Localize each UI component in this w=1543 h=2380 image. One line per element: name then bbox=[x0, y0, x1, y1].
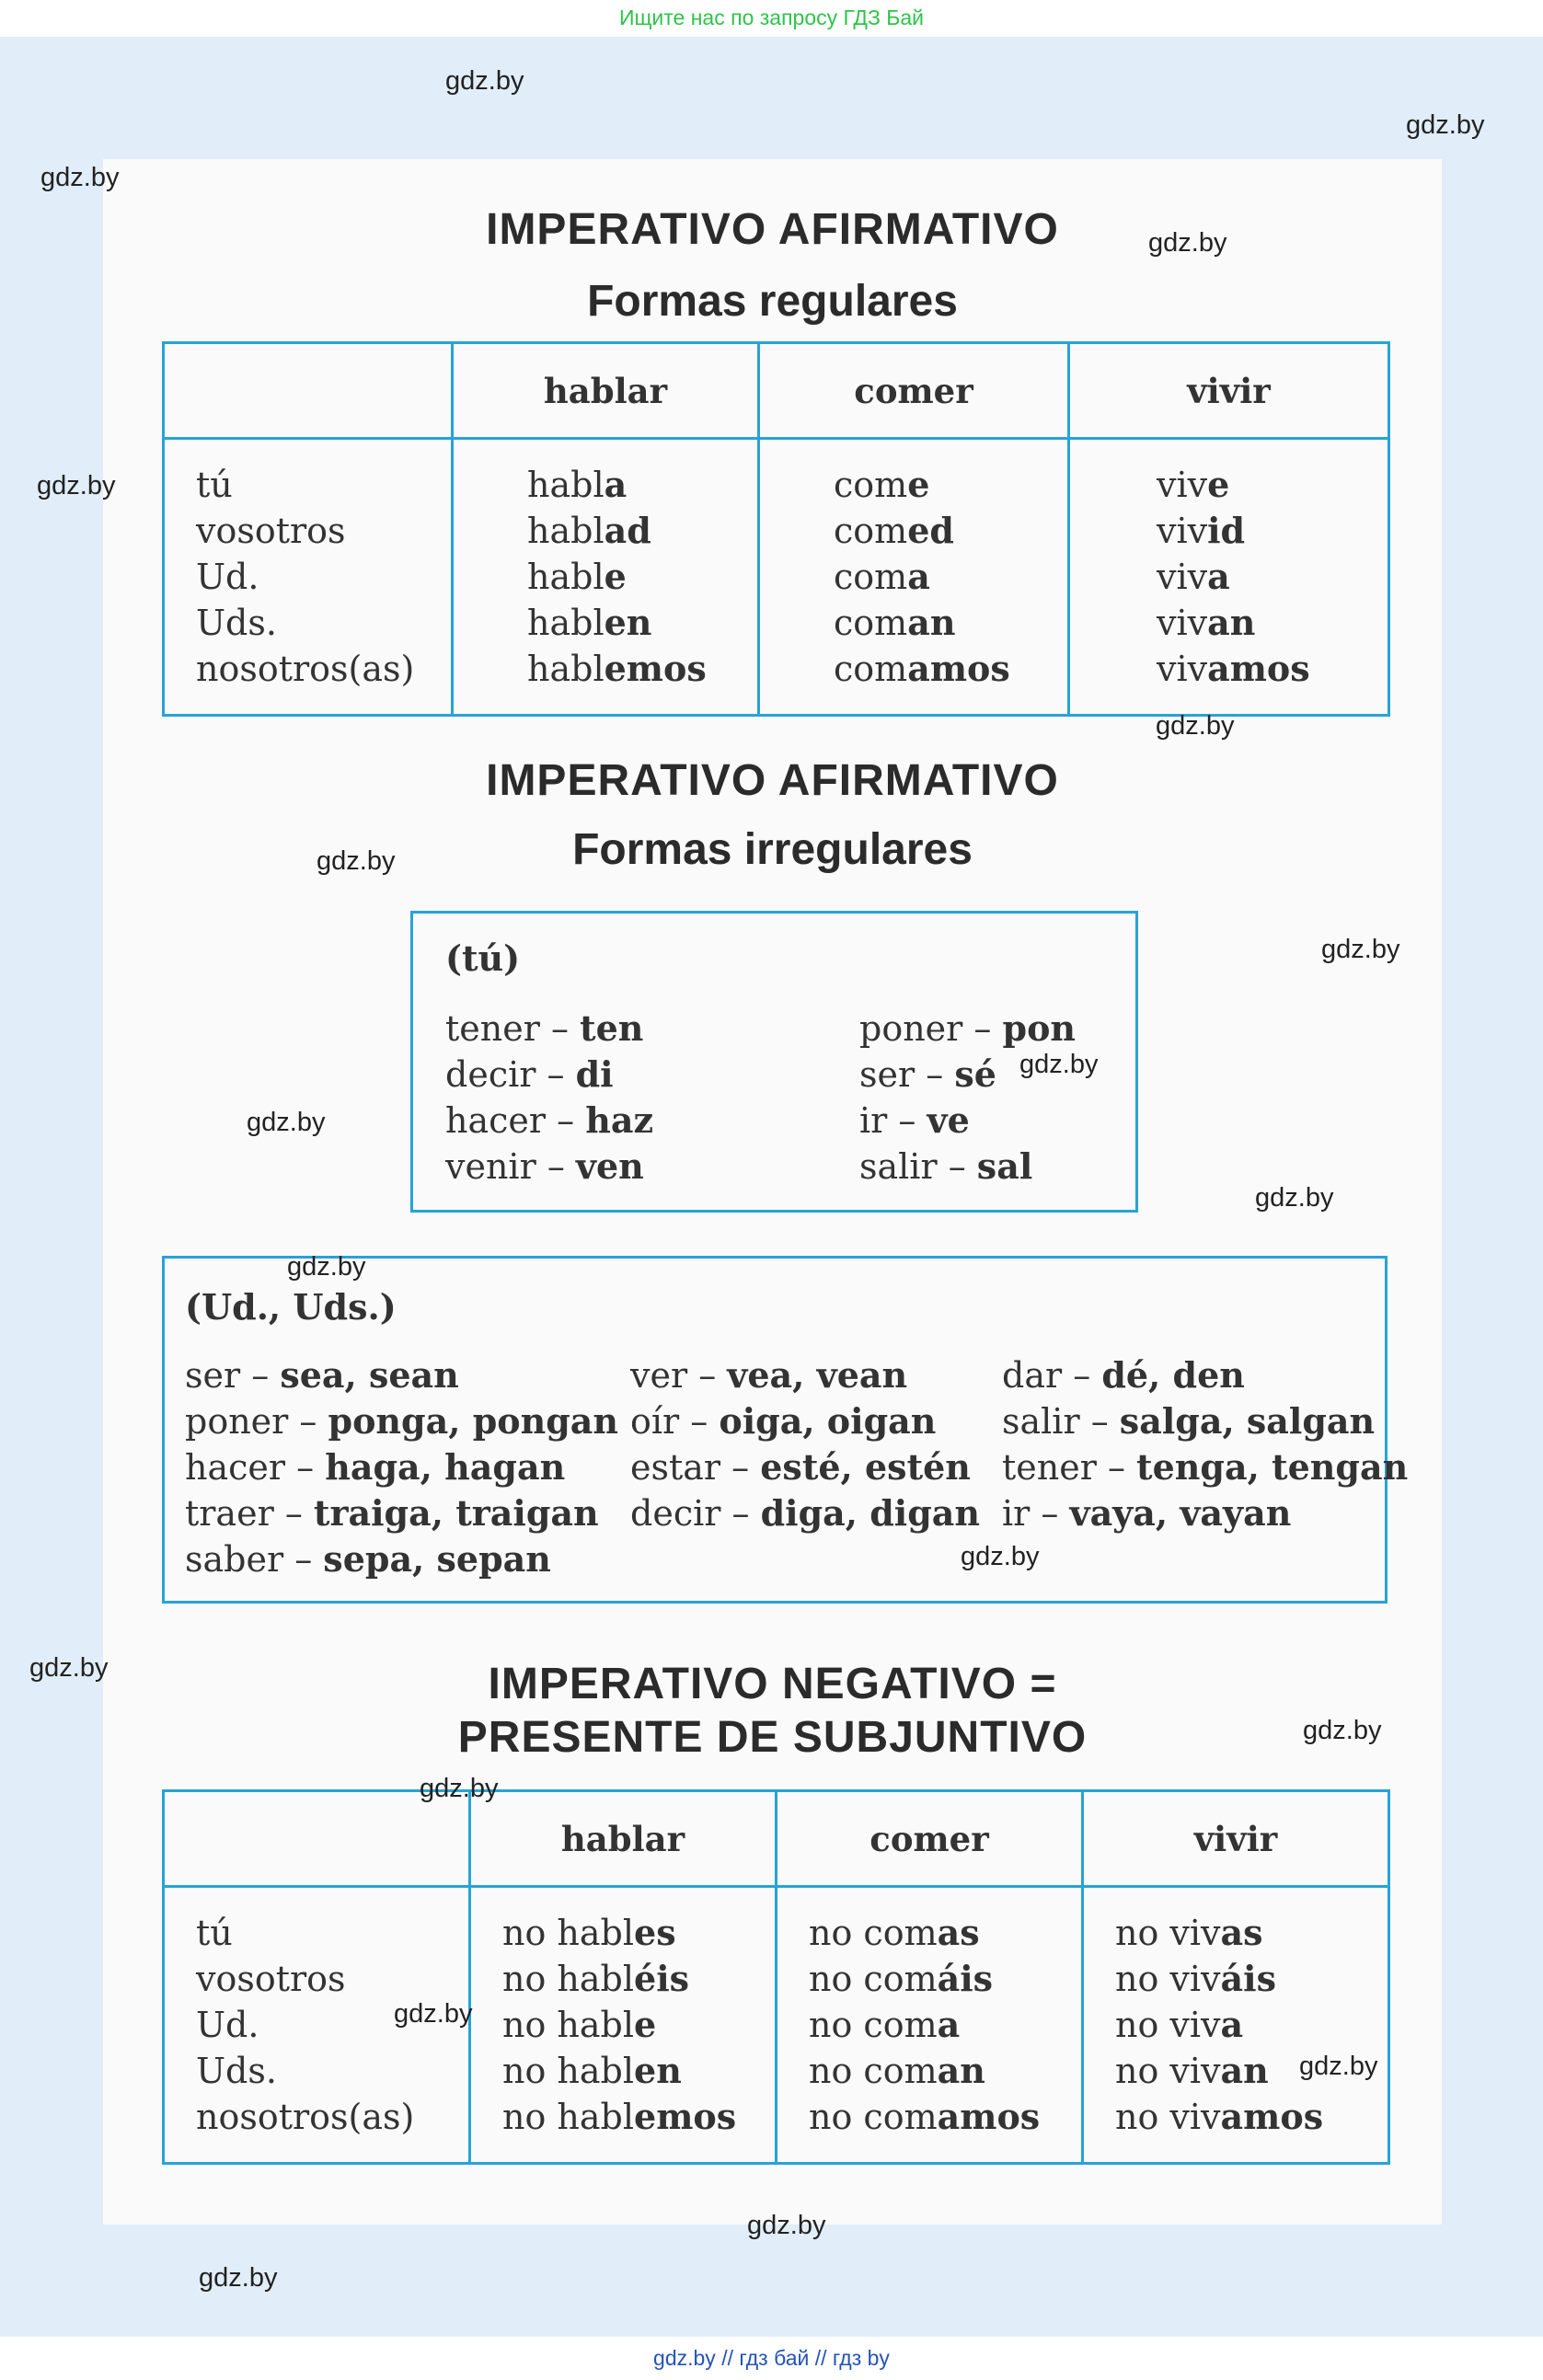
watermark: gdz.by bbox=[1019, 1050, 1099, 1079]
tu-label: (tú) bbox=[445, 937, 521, 979]
verb-form: no comas bbox=[809, 1912, 980, 1953]
watermark: gdz.by bbox=[1156, 711, 1235, 741]
tu-right-column bbox=[859, 1006, 1076, 1190]
irregular-form: traer – traiga, traigan bbox=[185, 1492, 599, 1534]
person-label: tú bbox=[196, 465, 233, 505]
irregular-form: poner – pon bbox=[859, 1007, 1077, 1049]
person-label: vosotros bbox=[196, 1959, 346, 1999]
watermark: gdz.by bbox=[420, 1774, 499, 1803]
verb-form: hablad bbox=[527, 510, 651, 551]
watermark: gdz.by bbox=[961, 1542, 1040, 1571]
header-empty bbox=[164, 1791, 470, 1887]
irregular-form: ir – ve bbox=[859, 1099, 970, 1141]
header-empty bbox=[164, 343, 453, 439]
irregular-form: ser – sé bbox=[859, 1053, 996, 1095]
footer-banner bbox=[0, 2337, 1543, 2380]
irregular-form: decir – di bbox=[445, 1053, 614, 1095]
section2-title: IMPERATIVO AFIRMATIVO bbox=[486, 756, 1059, 805]
persons-cell bbox=[164, 439, 453, 716]
hablar-cell bbox=[453, 439, 759, 716]
verb-form: hablen bbox=[527, 602, 652, 643]
verb-form: come bbox=[834, 464, 930, 505]
watermark: gdz.by bbox=[317, 846, 396, 876]
section1-title: IMPERATIVO AFIRMATIVO bbox=[486, 205, 1059, 254]
verb-form: no viva bbox=[1115, 2004, 1244, 2045]
verb-form: no habléis bbox=[502, 1958, 690, 1999]
verb-form: comamos bbox=[834, 648, 1010, 689]
irregular-form: dar – dé, den bbox=[1002, 1354, 1245, 1396]
section2-subtitle: Formas irregulares bbox=[572, 825, 973, 874]
comer-cell bbox=[759, 439, 1069, 716]
section3-title-line1: IMPERATIVO NEGATIVO = bbox=[488, 1660, 1057, 1708]
header-comer: comer bbox=[777, 1791, 1083, 1887]
ud-column-2 bbox=[630, 1352, 980, 1536]
irregular-form: estar – esté, estén bbox=[630, 1446, 971, 1488]
header-vivir: vivir bbox=[1069, 343, 1389, 439]
ud-column-1 bbox=[185, 1352, 618, 1582]
irregular-form: poner – ponga, pongan bbox=[185, 1400, 619, 1442]
table-header-row bbox=[164, 1791, 1389, 1887]
ud-column-3 bbox=[1002, 1352, 1408, 1536]
verb-form: comed bbox=[834, 510, 954, 551]
person-label: Ud. bbox=[196, 2005, 259, 2045]
watermark: gdz.by bbox=[287, 1252, 366, 1282]
verb-form: coman bbox=[834, 602, 956, 643]
irregular-form: ser – sea, sean bbox=[185, 1354, 459, 1396]
watermark: gdz.by bbox=[29, 1653, 109, 1683]
ud-irregular-box bbox=[162, 1256, 1409, 1604]
person-label: Ud. bbox=[196, 557, 259, 597]
irregular-form: salir – sal bbox=[859, 1145, 1033, 1187]
watermark: gdz.by bbox=[1303, 1716, 1382, 1745]
verb-form: no hablemos bbox=[502, 2096, 737, 2137]
irregular-form: ver – vea, vean bbox=[630, 1354, 908, 1396]
regular-forms-table bbox=[162, 341, 1390, 717]
watermark: gdz.by bbox=[1321, 935, 1400, 964]
irregular-form: hacer – haz bbox=[445, 1099, 654, 1141]
verb-form: habla bbox=[527, 464, 628, 505]
verb-form: no viváis bbox=[1115, 1958, 1276, 1999]
comer-cell bbox=[777, 1887, 1083, 2164]
verb-form: no vivamos bbox=[1115, 2096, 1324, 2137]
watermark: gdz.by bbox=[1299, 2052, 1378, 2081]
watermark: gdz.by bbox=[747, 2211, 826, 2240]
irregular-form: tener – tenga, tengan bbox=[1002, 1446, 1409, 1488]
person-label: vosotros bbox=[196, 511, 346, 551]
header-hablar: hablar bbox=[470, 1791, 777, 1887]
table-row bbox=[164, 1887, 1389, 2164]
watermark: gdz.by bbox=[1148, 228, 1227, 258]
watermark: gdz.by bbox=[37, 471, 116, 500]
person-label: nosotros(as) bbox=[196, 649, 415, 689]
watermark: gdz.by bbox=[247, 1108, 326, 1137]
person-label: Uds. bbox=[196, 2051, 277, 2091]
vivir-cell bbox=[1069, 439, 1389, 716]
header-comer: comer bbox=[759, 343, 1069, 439]
watermark: gdz.by bbox=[394, 1999, 473, 2029]
verb-form: vivid bbox=[1157, 510, 1246, 551]
watermark: gdz.by bbox=[199, 2263, 278, 2293]
top-banner bbox=[0, 0, 1543, 37]
irregular-form: decir – diga, digan bbox=[630, 1492, 981, 1534]
irregular-form: salir – salga, salgan bbox=[1002, 1400, 1376, 1442]
tu-left-column bbox=[445, 1006, 653, 1190]
verb-form: hable bbox=[527, 556, 627, 597]
table-row bbox=[164, 439, 1389, 716]
verb-form: vivamos bbox=[1157, 648, 1310, 689]
ud-label: (Ud., Uds.) bbox=[185, 1286, 397, 1328]
table-header-row bbox=[164, 343, 1389, 439]
header-hablar: hablar bbox=[453, 343, 759, 439]
person-label: nosotros(as) bbox=[196, 2097, 415, 2137]
irregular-form: tener – ten bbox=[445, 1007, 644, 1049]
watermark: gdz.by bbox=[1255, 1183, 1334, 1213]
section1-subtitle: Formas regulares bbox=[587, 277, 958, 326]
verb-form: no hable bbox=[502, 2004, 657, 2045]
verb-form: no hablen bbox=[502, 2050, 682, 2091]
verb-form: vive bbox=[1157, 464, 1230, 505]
person-label: Uds. bbox=[196, 603, 277, 643]
verb-form: no vivas bbox=[1115, 1912, 1263, 1953]
negative-forms-table bbox=[162, 1789, 1390, 2165]
watermark: gdz.by bbox=[445, 66, 524, 96]
verb-form: viva bbox=[1157, 556, 1230, 597]
top-banner-text: Ищите нас по запросу ГДЗ Бай bbox=[618, 6, 925, 29]
irregular-form: saber – sepa, sepan bbox=[185, 1538, 551, 1580]
verb-form: coma bbox=[834, 556, 930, 597]
irregular-form: venir – ven bbox=[445, 1145, 644, 1187]
verb-form: vivan bbox=[1157, 602, 1256, 643]
section3-title-line2: PRESENTE DE SUBJUNTIVO bbox=[457, 1713, 1088, 1762]
irregular-form: oír – oiga, oigan bbox=[630, 1400, 937, 1442]
hablar-cell bbox=[470, 1887, 777, 2164]
watermark: gdz.by bbox=[40, 163, 120, 192]
verb-form: no coman bbox=[809, 2050, 985, 2091]
verb-form: no hables bbox=[502, 1912, 676, 1953]
person-label: tú bbox=[196, 1913, 233, 1953]
irregular-form: hacer – haga, hagan bbox=[185, 1446, 566, 1488]
verb-form: no vivan bbox=[1115, 2050, 1269, 2091]
verb-form: no coma bbox=[809, 2004, 961, 2045]
vivir-cell bbox=[1083, 1887, 1389, 2164]
footer-text: gdz.by // гдз бай // гдз by bbox=[653, 2346, 890, 2370]
verb-form: no comáis bbox=[809, 1958, 994, 1999]
watermark: gdz.by bbox=[1406, 110, 1485, 140]
verb-form: hablemos bbox=[527, 648, 707, 689]
irregular-form: ir – vaya, vayan bbox=[1002, 1492, 1292, 1534]
header-vivir: vivir bbox=[1083, 1791, 1389, 1887]
verb-form: no comamos bbox=[809, 2096, 1041, 2137]
